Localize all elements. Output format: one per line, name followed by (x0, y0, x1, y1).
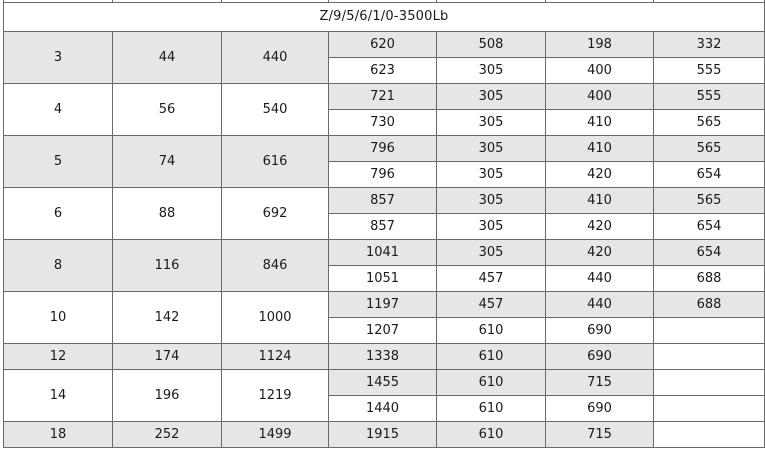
value-cell-col5: 610 (437, 396, 546, 422)
value-cell-col7: 654 (654, 162, 765, 188)
value-cell-col7: 555 (654, 84, 765, 110)
value-cell-col6: 420 (546, 162, 654, 188)
group-cell-col2: 56 (113, 84, 222, 136)
value-cell-col7 (654, 370, 765, 396)
value-cell-col6: 715 (546, 422, 654, 448)
group-cell-col1: 8 (4, 240, 113, 292)
group-cell-col2: 142 (113, 292, 222, 344)
value-cell-col6: 420 (546, 214, 654, 240)
value-cell-col6: 410 (546, 136, 654, 162)
value-cell-col7 (654, 422, 765, 448)
value-cell-col4: 620 (329, 32, 437, 58)
value-cell-col5: 305 (437, 188, 546, 214)
table-row (4, 344, 765, 370)
value-cell-col4: 1338 (329, 344, 437, 370)
group-cell-col1: 14 (4, 370, 113, 422)
value-cell-col7: 565 (654, 110, 765, 136)
value-cell-col5: 305 (437, 240, 546, 266)
table-header-title: Z/9/5/6/1/0-3500Lb (4, 3, 765, 32)
group-cell-col2: 252 (113, 422, 222, 448)
group-cell-col3: 1124 (222, 344, 329, 370)
group-cell-col3: 540 (222, 84, 329, 136)
value-cell-col6: 690 (546, 344, 654, 370)
value-cell-col6: 440 (546, 292, 654, 318)
group-cell-col1: 10 (4, 292, 113, 344)
table-row (4, 136, 765, 162)
value-cell-col5: 305 (437, 58, 546, 84)
value-cell-col5: 610 (437, 370, 546, 396)
group-cell-col1: 6 (4, 188, 113, 240)
data-table-container (3, 0, 764, 448)
value-cell-col6: 410 (546, 188, 654, 214)
group-cell-col1: 3 (4, 32, 113, 84)
value-cell-col5: 305 (437, 84, 546, 110)
value-cell-col6: 420 (546, 240, 654, 266)
table-row (4, 32, 765, 58)
value-cell-col5: 305 (437, 214, 546, 240)
value-cell-col7: 688 (654, 292, 765, 318)
group-cell-col2: 116 (113, 240, 222, 292)
group-cell-col3: 692 (222, 188, 329, 240)
value-cell-col6: 410 (546, 110, 654, 136)
table-header-row (4, 3, 765, 32)
value-cell-col4: 857 (329, 214, 437, 240)
value-cell-col4: 796 (329, 162, 437, 188)
value-cell-col4: 1440 (329, 396, 437, 422)
group-cell-col2: 88 (113, 188, 222, 240)
value-cell-col5: 508 (437, 32, 546, 58)
value-cell-col6: 400 (546, 58, 654, 84)
value-cell-col5: 457 (437, 292, 546, 318)
value-cell-col6: 690 (546, 318, 654, 344)
group-cell-col2: 44 (113, 32, 222, 84)
table-row (4, 240, 765, 266)
value-cell-col7: 654 (654, 240, 765, 266)
group-cell-col1: 4 (4, 84, 113, 136)
table-row (4, 84, 765, 110)
value-cell-col4: 1455 (329, 370, 437, 396)
table-row (4, 370, 765, 396)
value-cell-col7 (654, 396, 765, 422)
value-cell-col4: 1041 (329, 240, 437, 266)
group-cell-col1: 12 (4, 344, 113, 370)
group-cell-col3: 846 (222, 240, 329, 292)
value-cell-col7: 565 (654, 136, 765, 162)
value-cell-col7: 688 (654, 266, 765, 292)
value-cell-col4: 1051 (329, 266, 437, 292)
value-cell-col4: 796 (329, 136, 437, 162)
value-cell-col4: 1915 (329, 422, 437, 448)
value-cell-col6: 440 (546, 266, 654, 292)
value-cell-col5: 610 (437, 344, 546, 370)
data-table (3, 0, 765, 448)
value-cell-col6: 400 (546, 84, 654, 110)
value-cell-col6: 690 (546, 396, 654, 422)
value-cell-col7 (654, 344, 765, 370)
group-cell-col3: 1219 (222, 370, 329, 422)
value-cell-col7 (654, 318, 765, 344)
value-cell-col7: 565 (654, 188, 765, 214)
group-cell-col2: 196 (113, 370, 222, 422)
group-cell-col3: 440 (222, 32, 329, 84)
value-cell-col5: 457 (437, 266, 546, 292)
group-cell-col3: 1499 (222, 422, 329, 448)
value-cell-col7: 654 (654, 214, 765, 240)
group-cell-col2: 74 (113, 136, 222, 188)
value-cell-col4: 623 (329, 58, 437, 84)
value-cell-col4: 1207 (329, 318, 437, 344)
group-cell-col3: 1000 (222, 292, 329, 344)
table-row (4, 292, 765, 318)
value-cell-col6: 198 (546, 32, 654, 58)
table-row (4, 422, 765, 448)
value-cell-col4: 730 (329, 110, 437, 136)
group-cell-col1: 5 (4, 136, 113, 188)
value-cell-col7: 555 (654, 58, 765, 84)
group-cell-col1: 18 (4, 422, 113, 448)
value-cell-col5: 305 (437, 162, 546, 188)
value-cell-col5: 305 (437, 110, 546, 136)
value-cell-col5: 305 (437, 136, 546, 162)
value-cell-col4: 1197 (329, 292, 437, 318)
group-cell-col3: 616 (222, 136, 329, 188)
table-body (4, 0, 765, 448)
value-cell-col6: 715 (546, 370, 654, 396)
group-cell-col2: 174 (113, 344, 222, 370)
value-cell-col4: 721 (329, 84, 437, 110)
value-cell-col5: 610 (437, 318, 546, 344)
value-cell-col4: 857 (329, 188, 437, 214)
value-cell-col5: 610 (437, 422, 546, 448)
value-cell-col7: 332 (654, 32, 765, 58)
table-row (4, 188, 765, 214)
